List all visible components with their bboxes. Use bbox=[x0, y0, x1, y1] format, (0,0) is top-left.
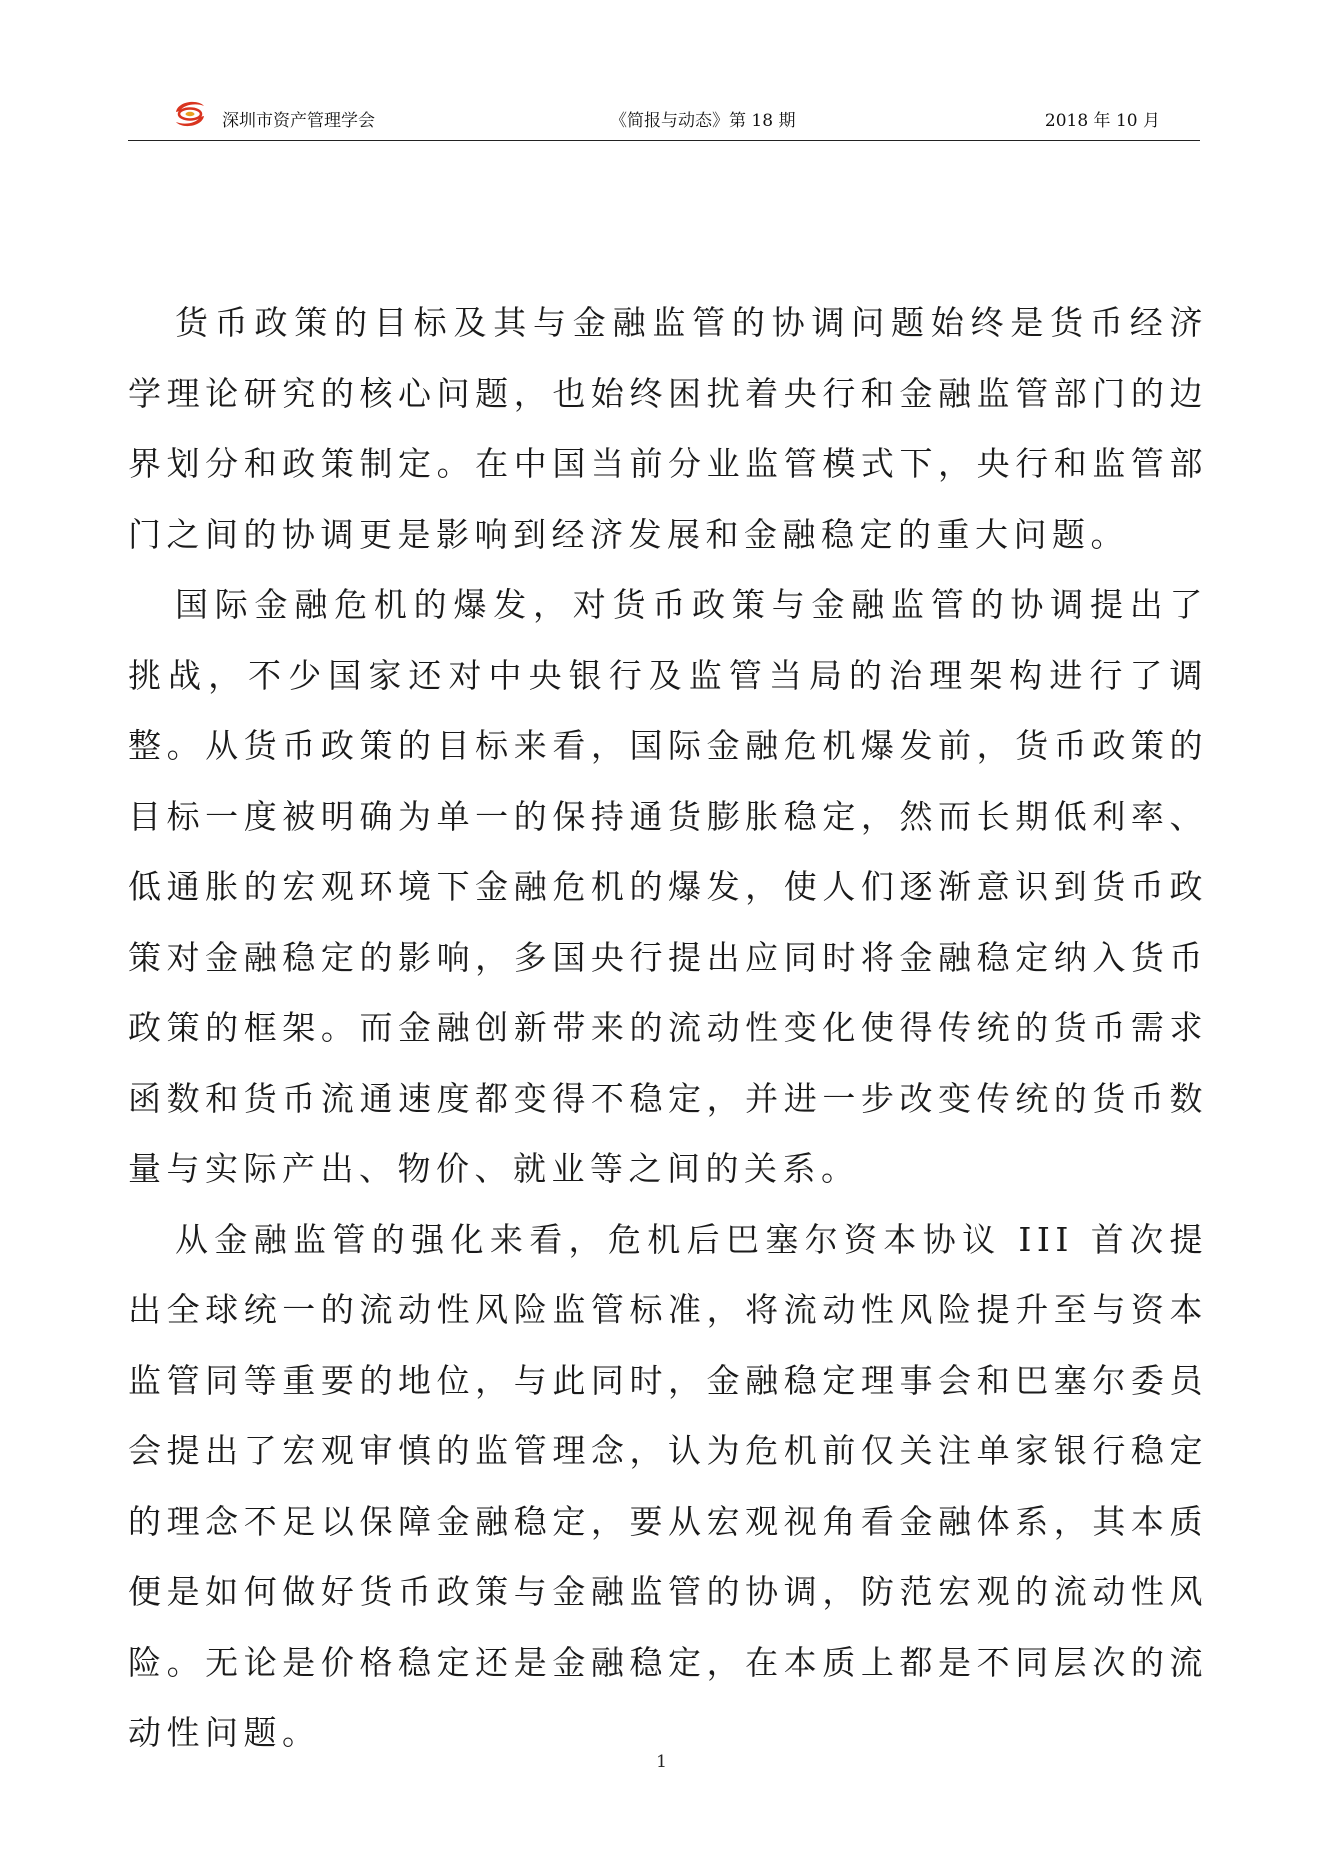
page-number: 1 bbox=[656, 1752, 667, 1772]
issue-date: 2018 年 10 月 bbox=[1044, 111, 1160, 131]
newsletter-issue: 《简报与动态》第 18 期 bbox=[610, 111, 796, 131]
article-body bbox=[128, 288, 1208, 1769]
paragraph-3: 从金融监管的强化来看，危机后巴塞尔资本协议 III 首次提出全球统一的流动性风险监管标准，将流动性风险提升至与资本监管同等重要的地位，与此同时，金融稳定理事会和巴塞尔委员会提出了宏观审慎的监管理念，认为危机前仅关注单家银行稳定的理念不足以保障金融稳定，要从宏观视角看金融体系，其本质便是如何做好货币政策与金融监管的协调，防范宏观的流动性风险。无论是价格稳定还是金融稳定，在本质上都是不同层次的流动性问题。 bbox=[128, 1219, 1208, 1752]
paragraph-1: 货币政策的目标及其与金融监管的协调问题始终是货币经济学理论研究的核心问题，也始终困扰着央行和金融监管部门的边界划分和政策制定。在中国当前分业监管模式下，央行和监管部门之间的协调更是影响到经济发展和金融稳定的重大问题。 bbox=[128, 303, 1208, 554]
header-rule bbox=[128, 140, 1200, 141]
organization-name: 深圳市资产管理学会 bbox=[222, 111, 375, 131]
page-header bbox=[128, 94, 1200, 136]
paragraph-2: 国际金融危机的爆发，对货币政策与金融监管的协调提出了挑战，不少国家还对中央银行及监管当局的治理架构进行了调整。从货币政策的目标来看，国际金融危机爆发前，货币政策的目标一度被明确为单一的保持通货膨胀稳定，然而长期低利率、低通胀的宏观环境下金融危机的爆发，使人们逐渐意识到货币政策对金融稳定的影响，多国央行提出应同时将金融稳定纳入货币政策的框架。而金融创新带来的流动性变化使得传统的货币需求函数和货币流通速度都变得不稳定，并进一步改变传统的货币数量与实际产出、物价、就业等之间的关系。 bbox=[128, 585, 1208, 1188]
swirl-logo-icon bbox=[170, 96, 210, 132]
